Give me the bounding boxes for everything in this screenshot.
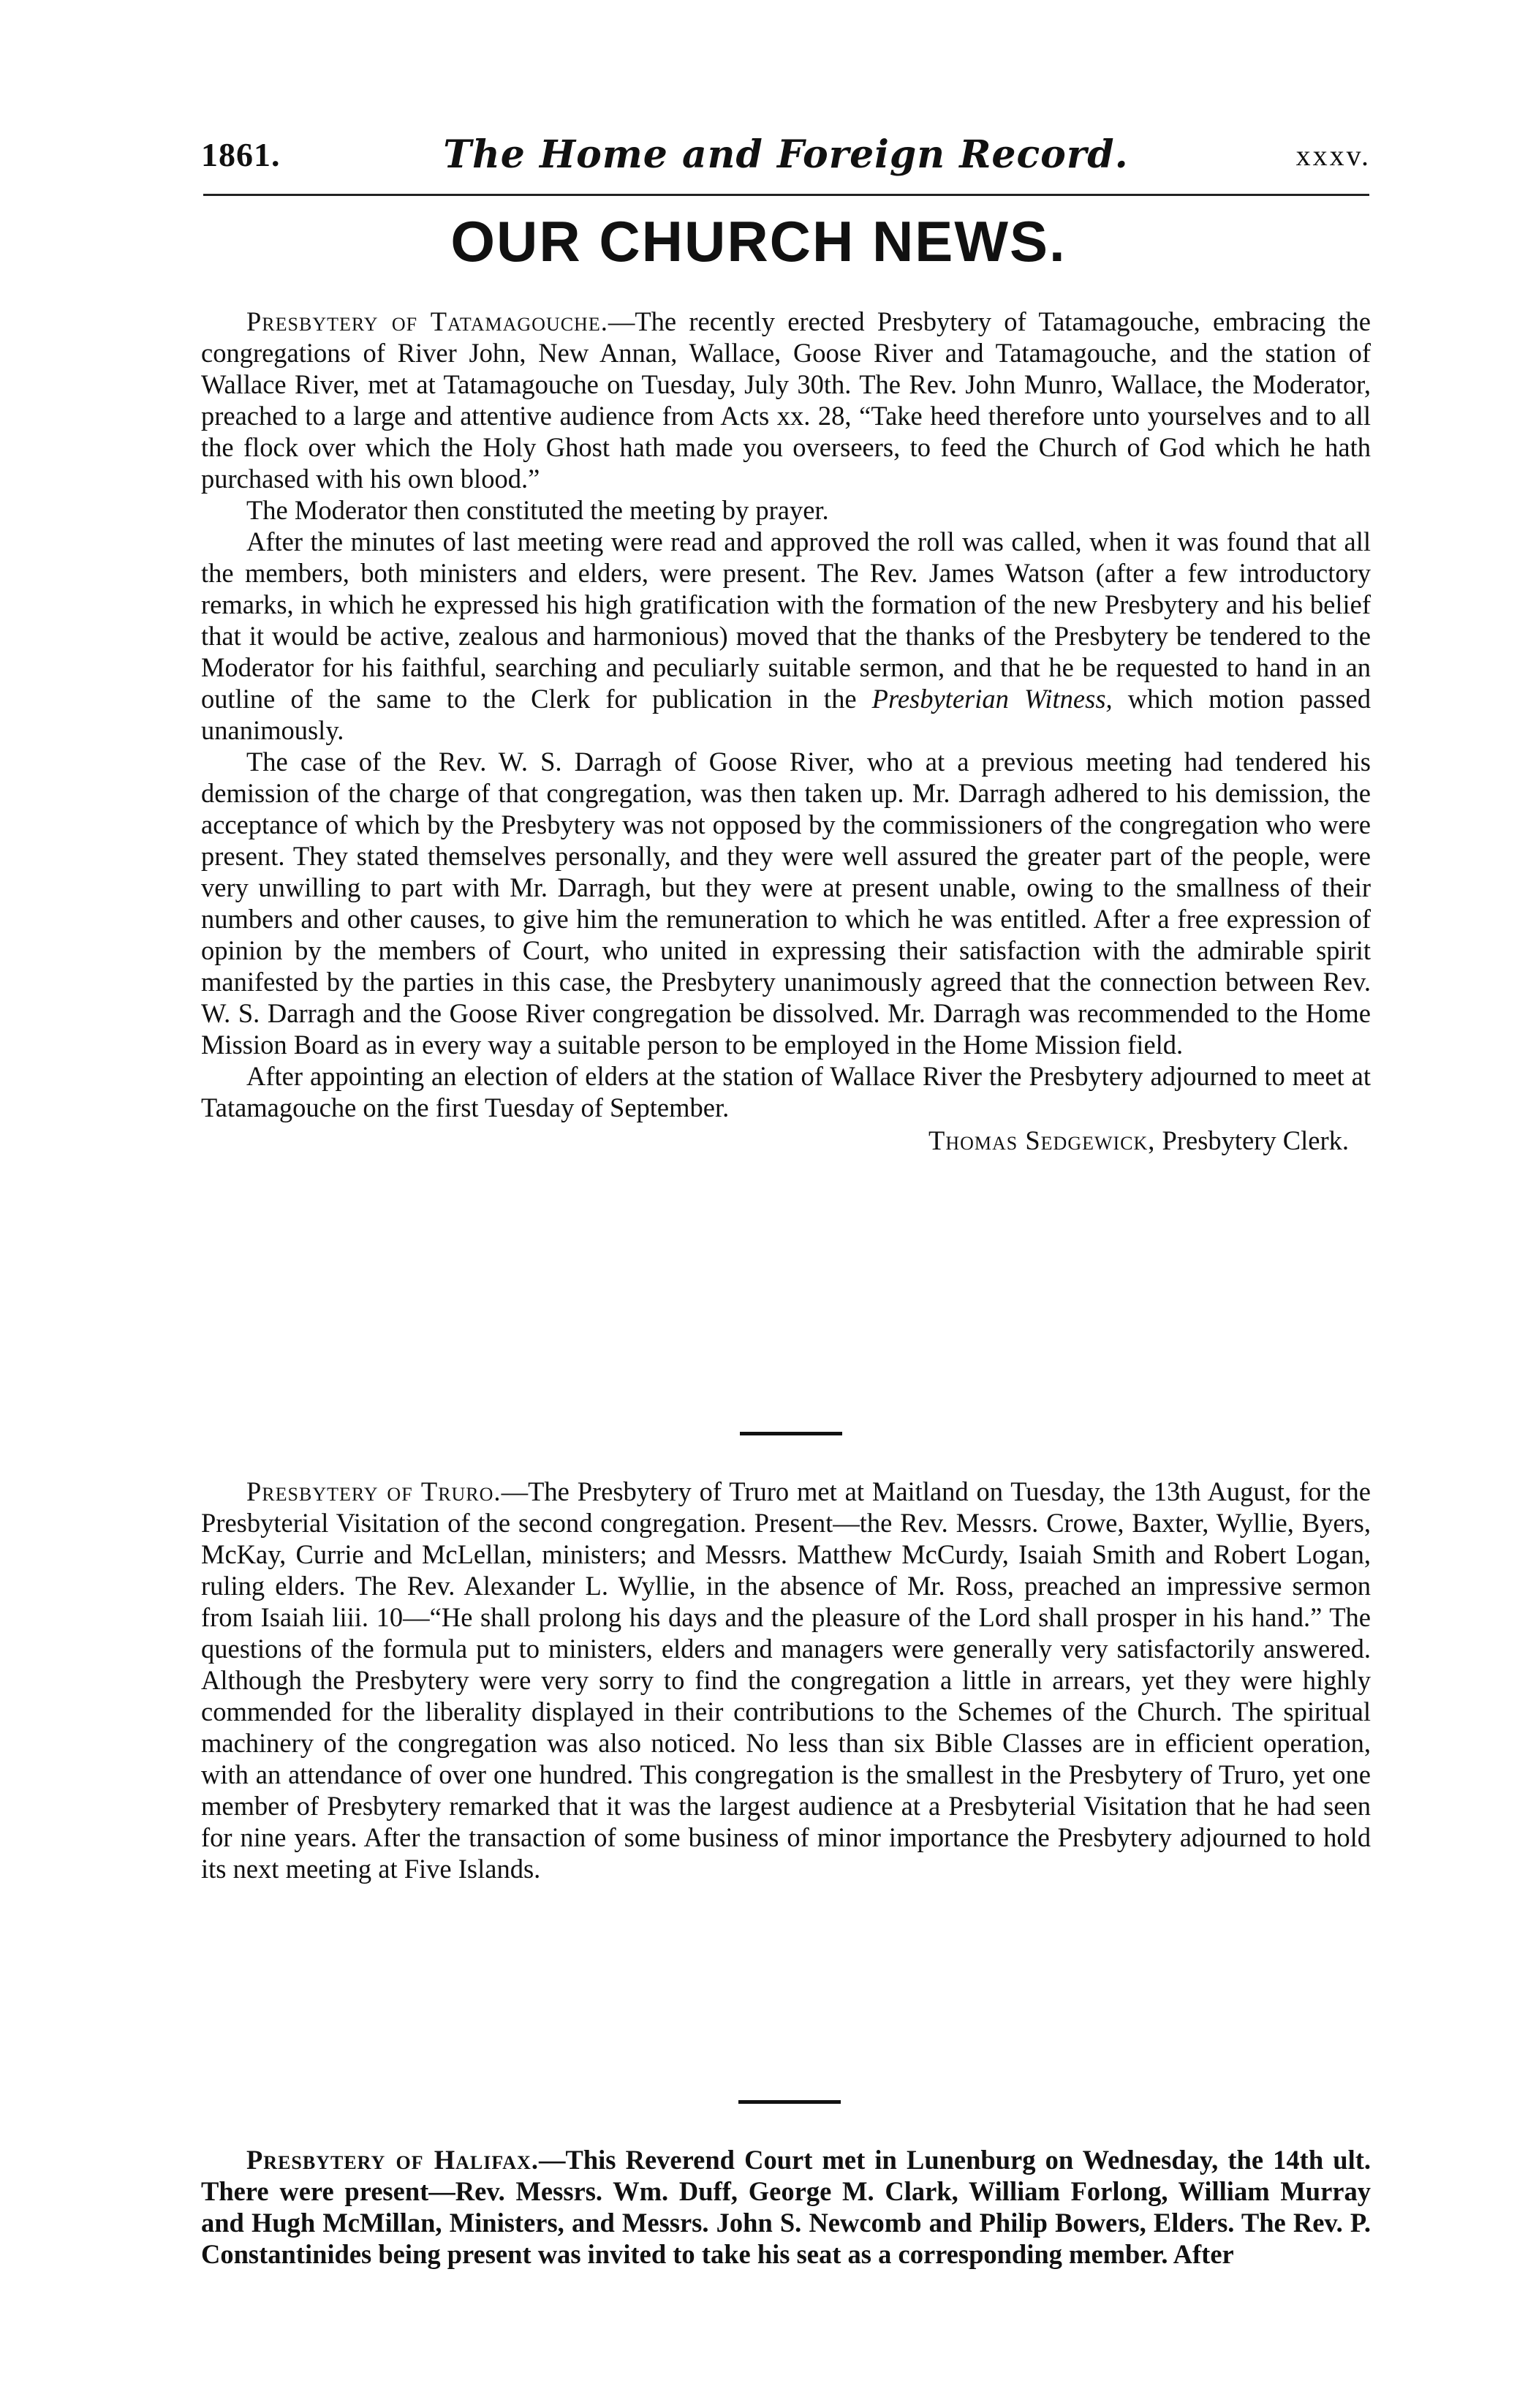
tatamagouche-text-3b: which motion passed unanimously.	[201, 684, 1371, 745]
article-halifax	[201, 2144, 1371, 2270]
halifax-heading: Presbytery of Halifax.	[246, 2145, 539, 2175]
tatamagouche-text-1: —The recently erected Presbytery of Tatamagouche, embracing the congregations of River John, New Annan, Wallace, Goose River and Tatamagouche, and the station of Wallace River, met at Tatamagouche on Tuesday, July 30th. The Rev. John Munro, Wallace, the Moderator, preached to a large and attentive audience from Acts xx. 28, “Take heed therefore unto yourselves and to all the flock over which the Holy Ghost hath made you overseers, to feed the Church of God which he hath purchased with his own blood.”	[201, 306, 1371, 494]
halifax-paragraph	[201, 2144, 1371, 2270]
truro-text: —The Presbytery of Truro met at Maitland on Tuesday, the 13th August, for the Presbyterial Visitation of the second congregation. Present—the Rev. Messrs. Crowe, Baxter, Wyllie, Byers, McKay, Currie and McLellan, ministers; and Messrs. Matthew McCurdy, Isaiah Smith and Robert Logan, ruling elders. The Rev. Alexander L. Wyllie, in the absence of Mr. Ross, preached an impressive sermon from Isaiah liii. 10—“He shall prolong his days and the pleasure of the Lord shall prosper in his hand.” The questions of the formula put to ministers, elders and managers were generally very satisfactorily answered. Although the Presbytery were very sorry to find the congregation a little in arrears, yet they were highly commended for the liberality displayed in their contributions to the Schemes of the Church. The spiritual machinery of the congregation was also noticed. No less than six Bible Classes are in efficient operation, with an attendance of over one hundred. This congregation is the smallest in the Presbytery of Truro, yet one member of Presbytery remarked that it was the largest audience at a Presbyterial Visitation that he had seen for nine years. After the transaction of some business of minor importance the Presbytery adjourned to hold its next meeting at Five Islands.	[201, 1476, 1371, 1884]
tatamagouche-paragraph-4: The case of the Rev. W. S. Darragh of Goose River, who at a previous meeting had tendered his demission of the charge of that congregation, was then taken up. Mr. Darragh adhered to his demission, the acceptance of which by the Presbytery was not opposed by the commissioners of the congregation who were present. They stated themselves personally, and they were well assured the greater part of the people, were very unwilling to part with Mr. Darragh, but they were at present unable, owing to the smallness of their numbers and other causes, to give him the remuneration to which he was entitled. After a free expression of opinion by the members of Court, who united in expressing their satisfaction with the admirable spirit manifested by the parties in this case, the Presbytery unanimously agreed that the connection between Rev. W. S. Darragh and the Goose River congregation be dissolved. Mr. Darragh was recommended to the Home Mission Board as in every way a suitable person to be employed in the Home Mission field.	[201, 747, 1371, 1060]
tatamagouche-heading: Presbytery of Tatamagouche.	[246, 306, 608, 336]
article-tatamagouche	[201, 306, 1371, 1156]
header-rule	[203, 194, 1369, 196]
tatamagouche-paragraph-1	[201, 306, 1371, 494]
running-head-page-number: xxxv.	[1295, 139, 1371, 172]
tatamagouche-paragraph-2: The Moderator then constituted the meeting by prayer.	[246, 495, 829, 525]
clerk-signature	[201, 1125, 1371, 1156]
halifax-text: —This Reverend Court met in Lunenburg on Wednesday, the 14th ult. There were present—Rev. Messrs. Wm. Duff, George M. Clark, William Forlong, William Murray and Hugh McMillan, Ministers, and Messrs. John S. Newcomb and Philip Bowers, Elders. The Rev. P. Constantinides being present was invited to take his seat as a corresponding member. After	[201, 2145, 1371, 2269]
publication-title: Presbyterian Witness,	[871, 684, 1113, 714]
page-heading: OUR CHURCH NEWS.	[450, 209, 1067, 273]
tatamagouche-paragraph-3	[201, 526, 1371, 746]
section-divider	[738, 2100, 841, 2104]
truro-paragraph	[201, 1476, 1371, 1884]
clerk-role: Presbytery Clerk.	[1162, 1125, 1349, 1155]
clerk-name: Thomas Sedgewick,	[928, 1125, 1156, 1155]
running-head-year: 1861.	[201, 136, 281, 173]
article-truro	[201, 1476, 1371, 1884]
tatamagouche-text-3a: After the minutes of last meeting were read and approved the roll was called, when it was found that all the members, both ministers and elders, were present. The Rev. James Watson (after a few introductory remarks, in which he expressed his high gratification with the formation of the new Presbytery and his belief that it would be active, zealous and harmonious) moved that the thanks of the Presbytery be tendered to the Moderator for his faithful, searching and peculiarly suitable sermon, and that he be requested to hand in an outline of the same to the Clerk for publication in the	[201, 526, 1371, 714]
tatamagouche-paragraph-5: After appointing an election of elders at the station of Wallace River the Presbytery adjourned to meet at Tatamagouche on the first Tuesday of September.	[201, 1061, 1371, 1122]
running-head-title: The Home and Foreign Record.	[443, 132, 1129, 177]
running-head	[201, 132, 1371, 186]
truro-heading: Presbytery of Truro.	[246, 1476, 502, 1506]
section-divider	[740, 1432, 842, 1435]
